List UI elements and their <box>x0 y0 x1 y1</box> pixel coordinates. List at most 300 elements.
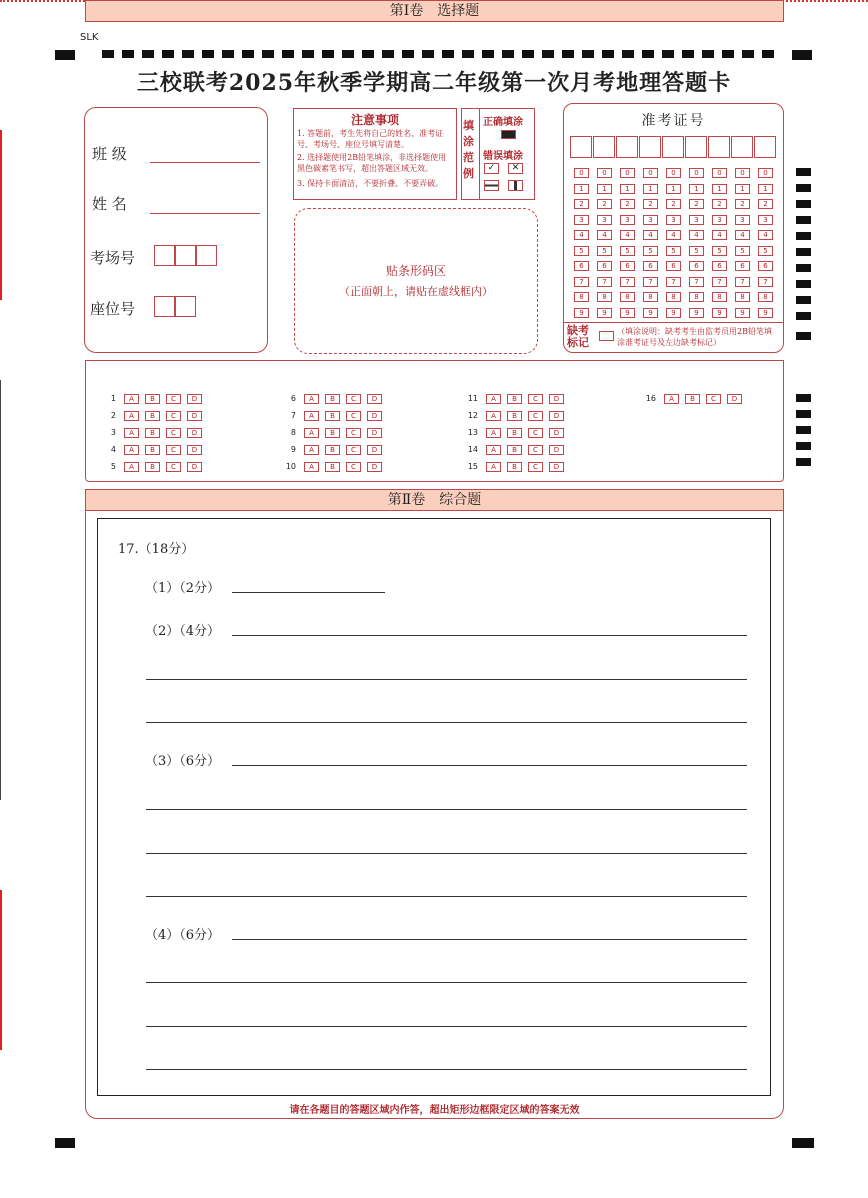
timing-mark <box>796 296 811 304</box>
question-number: 12 <box>467 411 478 420</box>
admission-write-cell[interactable] <box>731 136 753 158</box>
admission-digit-bubble[interactable]: 6 <box>758 261 773 271</box>
section1-title: 第Ⅰ卷 选择题 <box>389 3 480 19</box>
option-bubble[interactable]: D <box>549 462 564 472</box>
timing-mark <box>796 264 811 272</box>
admission-digit-bubble[interactable]: 8 <box>758 292 773 302</box>
barcode-title: 贴条形码区 <box>385 264 446 278</box>
option-bubble[interactable]: D <box>549 428 564 438</box>
mcq-row <box>100 388 208 405</box>
admission-digit-bubble[interactable]: 1 <box>643 184 658 194</box>
timing-mark <box>796 394 811 402</box>
mcq-column <box>640 388 748 405</box>
answer-line[interactable] <box>146 853 747 854</box>
exam-room-cell[interactable] <box>196 245 217 266</box>
option-bubble[interactable]: B <box>507 428 522 438</box>
admission-bubble-grid <box>570 168 780 324</box>
admission-digit-bubble[interactable]: 3 <box>666 215 681 225</box>
part-2-label: （2）（4分） <box>145 624 221 639</box>
option-bubble[interactable]: D <box>187 445 202 455</box>
admission-digit-bubble[interactable]: 8 <box>689 292 704 302</box>
mcq-row <box>640 388 748 405</box>
admission-digit-bubble[interactable]: 0 <box>758 168 773 178</box>
admission-digit-bubble[interactable]: 1 <box>712 184 727 194</box>
option-bubble[interactable]: B <box>685 394 700 404</box>
admission-digit-bubble[interactable]: 4 <box>735 230 750 240</box>
admission-digit-bubble[interactable]: 6 <box>620 261 635 271</box>
section2-title: 第Ⅱ卷 综合题 <box>387 492 482 508</box>
admission-digit-bubble[interactable]: 3 <box>758 215 773 225</box>
notice-item: 2. 选择题使用2B铅笔填涂，非选择题使用黑色碳素笔书写，超出答题区域无效。 <box>297 153 447 173</box>
admission-digit-bubble[interactable]: 0 <box>689 168 704 178</box>
admission-digit-bubble[interactable]: 4 <box>574 230 589 240</box>
option-bubble[interactable]: C <box>166 428 181 438</box>
option-bubble[interactable]: B <box>325 411 340 421</box>
option-bubble[interactable]: C <box>346 445 361 455</box>
class-label: 班 级 <box>92 145 127 163</box>
exam-room-cell[interactable] <box>154 245 175 266</box>
answer-line[interactable] <box>146 896 747 897</box>
admission-digit-bubble[interactable]: 6 <box>643 261 658 271</box>
answer-frame <box>97 518 771 1096</box>
admission-digit-bubble[interactable]: 5 <box>689 246 704 256</box>
answer-line[interactable] <box>146 722 747 723</box>
timing-mark <box>162 50 174 58</box>
admission-digit-bubble[interactable]: 2 <box>597 199 612 209</box>
seat-cell[interactable] <box>154 296 175 317</box>
timing-mark <box>142 50 154 58</box>
name-field[interactable] <box>150 213 260 214</box>
question-number: 6 <box>290 394 296 403</box>
admission-digit-bubble[interactable]: 3 <box>735 215 750 225</box>
admission-digit-bubble[interactable]: 9 <box>758 308 773 318</box>
page-title: 三校联考2025年秋季学期高二年级第一次月考地理答题卡 <box>136 70 732 96</box>
option-bubble[interactable]: B <box>325 428 340 438</box>
mcq-row <box>280 388 388 405</box>
timing-mark <box>796 248 811 256</box>
option-bubble[interactable]: B <box>507 394 522 404</box>
admission-digit-bubble[interactable]: 2 <box>620 199 635 209</box>
answer-line[interactable] <box>232 765 747 766</box>
answer-line[interactable] <box>232 592 385 593</box>
timing-mark <box>282 50 294 58</box>
mcq-column <box>100 388 208 473</box>
timing-mark <box>796 280 811 288</box>
admission-digit-bubble[interactable]: 6 <box>574 261 589 271</box>
option-bubble[interactable]: C <box>528 462 543 472</box>
admission-digit-bubble[interactable]: 7 <box>735 277 750 287</box>
admission-digit-bubble[interactable]: 6 <box>597 261 612 271</box>
admission-digit-bubble[interactable]: 8 <box>643 292 658 302</box>
option-bubble[interactable]: B <box>507 462 522 472</box>
admission-digit-bubble[interactable]: 0 <box>574 168 589 178</box>
timing-mark <box>422 50 434 58</box>
option-bubble[interactable]: A <box>304 411 319 421</box>
timing-mark <box>302 50 314 58</box>
admission-digit-bubble[interactable]: 5 <box>758 246 773 256</box>
option-bubble[interactable]: D <box>187 462 202 472</box>
admission-digit-bubble[interactable]: 8 <box>735 292 750 302</box>
question-17-label: 17.（18分） <box>118 542 195 557</box>
seat-cell[interactable] <box>175 296 196 317</box>
admission-digit-bubble[interactable]: 0 <box>735 168 750 178</box>
timing-mark <box>796 442 811 450</box>
timing-mark <box>796 332 811 340</box>
option-bubble[interactable]: B <box>325 445 340 455</box>
option-bubble[interactable]: B <box>145 394 160 404</box>
question-number: 14 <box>467 445 478 454</box>
option-bubble[interactable]: C <box>166 394 181 404</box>
timing-mark <box>796 168 811 176</box>
admission-digit-bubble[interactable]: 5 <box>574 246 589 256</box>
absent-divider <box>563 322 784 323</box>
timing-mark <box>322 50 334 58</box>
question-number: 13 <box>467 428 478 437</box>
timing-mark <box>482 50 494 58</box>
admission-digit-bubble[interactable]: 7 <box>689 277 704 287</box>
admission-digit-bubble[interactable]: 1 <box>597 184 612 194</box>
correct-fill-label: 正确填涂 <box>483 117 523 128</box>
timing-mark <box>642 50 654 58</box>
notice-item: 3. 保持卡面清洁，不要折叠、不要弄破。 <box>297 179 444 188</box>
exam-room-cell[interactable] <box>175 245 196 266</box>
admission-digit-bubble[interactable]: 9 <box>643 308 658 318</box>
corner-marker <box>55 50 75 60</box>
admission-digit-bubble[interactable]: 9 <box>597 308 612 318</box>
admission-digit-bubble[interactable]: 8 <box>574 292 589 302</box>
question-number: 16 <box>645 394 656 403</box>
admission-digit-bubble[interactable]: 2 <box>712 199 727 209</box>
mcq-row <box>280 405 388 422</box>
part-4-label: （4）（6分） <box>145 928 221 943</box>
option-bubble[interactable]: C <box>528 394 543 404</box>
option-bubble[interactable]: C <box>166 411 181 421</box>
option-bubble[interactable]: B <box>145 411 160 421</box>
question-number: 1 <box>110 394 116 403</box>
option-bubble[interactable]: B <box>145 428 160 438</box>
admission-title: 准考证号 <box>641 113 706 129</box>
option-bubble[interactable]: A <box>304 428 319 438</box>
timing-mark <box>462 50 474 58</box>
notice-item: 1. 答题前，考生先将自己的姓名、准考证号、考场号、座位号填写清楚。 <box>297 129 444 149</box>
timing-mark <box>796 458 811 466</box>
question-number: 10 <box>285 462 296 471</box>
admission-digit-bubble[interactable]: 2 <box>689 199 704 209</box>
answer-line[interactable] <box>232 635 747 636</box>
fill-example-divider <box>479 108 480 199</box>
mcq-row <box>100 439 208 456</box>
footer-note: 请在各题目的答题区域内作答，超出矩形边框限定区域的答案无效 <box>289 1105 580 1116</box>
option-bubble[interactable]: A <box>304 462 319 472</box>
timing-mark <box>796 410 811 418</box>
admission-digit-bubble[interactable]: 5 <box>735 246 750 256</box>
answer-line[interactable] <box>146 1026 747 1027</box>
option-bubble[interactable]: C <box>346 394 361 404</box>
question-number: 5 <box>110 462 116 471</box>
option-bubble[interactable]: C <box>706 394 721 404</box>
option-bubble[interactable]: A <box>124 428 139 438</box>
timing-mark <box>542 50 554 58</box>
timing-mark <box>442 50 454 58</box>
admission-digit-bubble[interactable]: 7 <box>666 277 681 287</box>
admission-digit-bubble[interactable]: 1 <box>574 184 589 194</box>
admission-write-cell[interactable] <box>754 136 776 158</box>
admission-digit-bubble[interactable]: 4 <box>597 230 612 240</box>
option-bubble[interactable]: D <box>367 428 382 438</box>
question-number: 11 <box>467 394 478 403</box>
admission-digit-bubble[interactable]: 2 <box>735 199 750 209</box>
timing-mark <box>262 50 274 58</box>
admission-write-cell[interactable] <box>685 136 707 158</box>
option-bubble[interactable]: C <box>166 462 181 472</box>
option-bubble[interactable]: C <box>346 462 361 472</box>
admission-digit-bubble[interactable]: 7 <box>643 277 658 287</box>
timing-mark <box>796 184 811 192</box>
option-bubble[interactable]: D <box>549 394 564 404</box>
option-bubble[interactable]: D <box>549 411 564 421</box>
admission-digit-bubble[interactable]: 1 <box>735 184 750 194</box>
mcq-row <box>462 439 570 456</box>
option-bubble[interactable]: A <box>124 394 139 404</box>
admission-write-cell[interactable] <box>639 136 661 158</box>
admission-digit-bubble[interactable]: 3 <box>574 215 589 225</box>
admission-write-cell[interactable] <box>708 136 730 158</box>
option-bubble[interactable]: B <box>145 445 160 455</box>
option-bubble[interactable]: A <box>486 428 501 438</box>
admission-digit-bubble[interactable]: 7 <box>574 277 589 287</box>
admission-digit-bubble[interactable]: 4 <box>643 230 658 240</box>
timing-mark <box>796 426 811 434</box>
fill-example-side-label: 填涂范例 <box>463 119 474 180</box>
timing-mark <box>122 50 134 58</box>
question-number: 2 <box>110 411 116 420</box>
admission-digit-bubble[interactable]: 7 <box>620 277 635 287</box>
option-bubble[interactable]: C <box>346 411 361 421</box>
admission-write-cell[interactable] <box>662 136 684 158</box>
timing-mark <box>182 50 194 58</box>
admission-digit-bubble[interactable]: 3 <box>712 215 727 225</box>
admission-digit-bubble[interactable]: 8 <box>666 292 681 302</box>
admission-digit-bubble[interactable]: 3 <box>597 215 612 225</box>
timing-mark <box>502 50 514 58</box>
option-bubble[interactable]: A <box>304 394 319 404</box>
timing-mark <box>202 50 214 58</box>
option-bubble[interactable]: D <box>549 445 564 455</box>
admission-digit-bubble[interactable]: 6 <box>735 261 750 271</box>
admission-digit-bubble[interactable]: 0 <box>643 168 658 178</box>
timing-mark <box>362 50 374 58</box>
admission-digit-bubble[interactable]: 9 <box>620 308 635 318</box>
admission-digit-bubble[interactable]: 0 <box>597 168 612 178</box>
part-3-label: （3）（6分） <box>145 754 221 769</box>
option-bubble[interactable]: D <box>187 428 202 438</box>
admission-digit-bubble[interactable]: 7 <box>712 277 727 287</box>
timing-mark <box>796 216 811 224</box>
admission-digit-bubble[interactable]: 4 <box>758 230 773 240</box>
left-edge-mark <box>0 380 1 800</box>
admission-digit-bubble[interactable]: 1 <box>689 184 704 194</box>
admission-digit-bubble[interactable]: 4 <box>689 230 704 240</box>
option-bubble[interactable]: B <box>145 462 160 472</box>
admission-digit-bubble[interactable]: 8 <box>597 292 612 302</box>
class-field[interactable] <box>150 162 260 163</box>
notice-heading: 注意事项 <box>350 113 399 127</box>
barcode-area <box>294 208 538 354</box>
mcq-row <box>462 422 570 439</box>
admission-digit-bubble[interactable]: 2 <box>574 199 589 209</box>
answer-line[interactable] <box>146 679 747 680</box>
question-number: 9 <box>290 445 296 454</box>
timing-mark <box>762 50 774 58</box>
corner-marker <box>55 1138 75 1148</box>
mcq-row <box>280 439 388 456</box>
option-bubble[interactable]: A <box>486 394 501 404</box>
answer-line[interactable] <box>146 1069 747 1070</box>
part-1-label: （1）（2分） <box>145 581 221 596</box>
admission-digit-bubble[interactable]: 0 <box>620 168 635 178</box>
corner-marker <box>792 50 812 60</box>
admission-digit-bubble[interactable]: 3 <box>643 215 658 225</box>
mcq-row <box>280 456 388 473</box>
admission-digit-bubble[interactable]: 8 <box>712 292 727 302</box>
option-bubble[interactable]: D <box>367 394 382 404</box>
admission-digit-bubble[interactable]: 9 <box>666 308 681 318</box>
left-edge-mark <box>0 890 2 1050</box>
admission-write-cells <box>570 136 780 160</box>
timing-mark <box>662 50 674 58</box>
mcq-column <box>462 388 570 473</box>
wrong-fill-half-icon <box>508 180 523 191</box>
option-bubble[interactable]: B <box>325 462 340 472</box>
option-bubble[interactable]: A <box>124 445 139 455</box>
option-bubble[interactable]: D <box>187 394 202 404</box>
timing-track <box>102 50 772 58</box>
admission-write-cell[interactable] <box>570 136 592 158</box>
mcq-row <box>462 456 570 473</box>
admission-digit-bubble[interactable]: 9 <box>574 308 589 318</box>
admission-digit-bubble[interactable]: 3 <box>689 215 704 225</box>
option-bubble[interactable]: B <box>325 394 340 404</box>
option-bubble[interactable]: A <box>486 462 501 472</box>
option-bubble[interactable]: A <box>124 462 139 472</box>
option-bubble[interactable]: D <box>367 445 382 455</box>
option-bubble[interactable]: A <box>124 411 139 421</box>
admission-digit-bubble[interactable]: 2 <box>758 199 773 209</box>
timing-mark <box>796 232 811 240</box>
admission-write-cell[interactable] <box>593 136 615 158</box>
option-bubble[interactable]: C <box>528 428 543 438</box>
option-bubble[interactable]: B <box>507 445 522 455</box>
admission-digit-bubble[interactable]: 0 <box>712 168 727 178</box>
admission-digit-bubble[interactable]: 8 <box>620 292 635 302</box>
mcq-row <box>100 405 208 422</box>
option-bubble[interactable]: C <box>528 445 543 455</box>
absent-mark-box[interactable] <box>599 331 614 341</box>
admission-digit-bubble[interactable]: 3 <box>620 215 635 225</box>
correct-fill-mark <box>501 130 516 139</box>
exam-room-label: 考场号 <box>90 249 136 267</box>
admission-digit-bubble[interactable]: 4 <box>712 230 727 240</box>
admission-digit-bubble[interactable]: 1 <box>666 184 681 194</box>
left-edge-mark <box>0 130 2 300</box>
timing-mark <box>796 312 811 320</box>
timing-mark <box>722 50 734 58</box>
admission-digit-bubble[interactable]: 6 <box>689 261 704 271</box>
admission-digit-bubble[interactable]: 6 <box>712 261 727 271</box>
question-number: 3 <box>110 428 116 437</box>
admission-digit-bubble[interactable]: 7 <box>758 277 773 287</box>
option-bubble[interactable]: A <box>304 445 319 455</box>
name-label: 姓 名 <box>92 195 127 213</box>
admission-digit-bubble[interactable]: 5 <box>712 246 727 256</box>
seat-label: 座位号 <box>90 300 136 318</box>
mcq-column <box>280 388 388 473</box>
option-bubble[interactable]: A <box>486 445 501 455</box>
timing-mark <box>402 50 414 58</box>
admission-digit-bubble[interactable]: 4 <box>666 230 681 240</box>
timing-mark <box>682 50 694 58</box>
admission-digit-bubble[interactable]: 2 <box>643 199 658 209</box>
timing-mark <box>562 50 574 58</box>
option-bubble[interactable]: C <box>166 445 181 455</box>
option-bubble[interactable]: C <box>346 428 361 438</box>
admission-digit-bubble[interactable]: 4 <box>620 230 635 240</box>
timing-mark <box>602 50 614 58</box>
option-bubble[interactable]: D <box>367 411 382 421</box>
question-number: 4 <box>110 445 116 454</box>
option-bubble[interactable]: A <box>486 411 501 421</box>
timing-mark <box>742 50 754 58</box>
admission-digit-bubble[interactable]: 9 <box>735 308 750 318</box>
admission-digit-bubble[interactable]: 5 <box>643 246 658 256</box>
wrong-fill-cross-icon: ✕ <box>508 163 523 174</box>
admission-digit-bubble[interactable]: 1 <box>620 184 635 194</box>
answer-line[interactable] <box>232 939 747 940</box>
admission-write-cell[interactable] <box>616 136 638 158</box>
admission-digit-bubble[interactable]: 5 <box>666 246 681 256</box>
admission-digit-bubble[interactable]: 9 <box>712 308 727 318</box>
admission-digit-bubble[interactable]: 5 <box>620 246 635 256</box>
admission-digit-bubble[interactable]: 1 <box>758 184 773 194</box>
timing-mark <box>382 50 394 58</box>
option-bubble[interactable]: D <box>727 394 742 404</box>
absent-note: （填涂说明：缺考考生由监考员用2B铅笔填涂准考证号及左边缺考标记） <box>617 327 772 347</box>
option-bubble[interactable]: D <box>367 462 382 472</box>
timing-mark <box>796 200 811 208</box>
option-bubble[interactable]: D <box>187 411 202 421</box>
timing-mark <box>622 50 634 58</box>
admission-digit-bubble[interactable]: 0 <box>666 168 681 178</box>
answer-line[interactable] <box>146 982 747 983</box>
mcq-row <box>280 422 388 439</box>
question-number: 8 <box>290 428 296 437</box>
admission-digit-bubble[interactable]: 6 <box>666 261 681 271</box>
mcq-row <box>462 405 570 422</box>
question-number: 15 <box>467 462 478 471</box>
answer-line[interactable] <box>146 809 747 810</box>
option-bubble[interactable]: C <box>528 411 543 421</box>
timing-mark <box>522 50 534 58</box>
admission-digit-bubble[interactable]: 7 <box>597 277 612 287</box>
right-timing-marks <box>796 168 812 478</box>
timing-mark <box>582 50 594 58</box>
option-bubble[interactable]: A <box>664 394 679 404</box>
option-bubble[interactable]: B <box>507 411 522 421</box>
admission-digit-bubble[interactable]: 5 <box>597 246 612 256</box>
barcode-note: （正面朝上，请贴在虚线框内） <box>339 285 493 298</box>
admission-digit-bubble[interactable]: 2 <box>666 199 681 209</box>
admission-digit-bubble[interactable]: 9 <box>689 308 704 318</box>
